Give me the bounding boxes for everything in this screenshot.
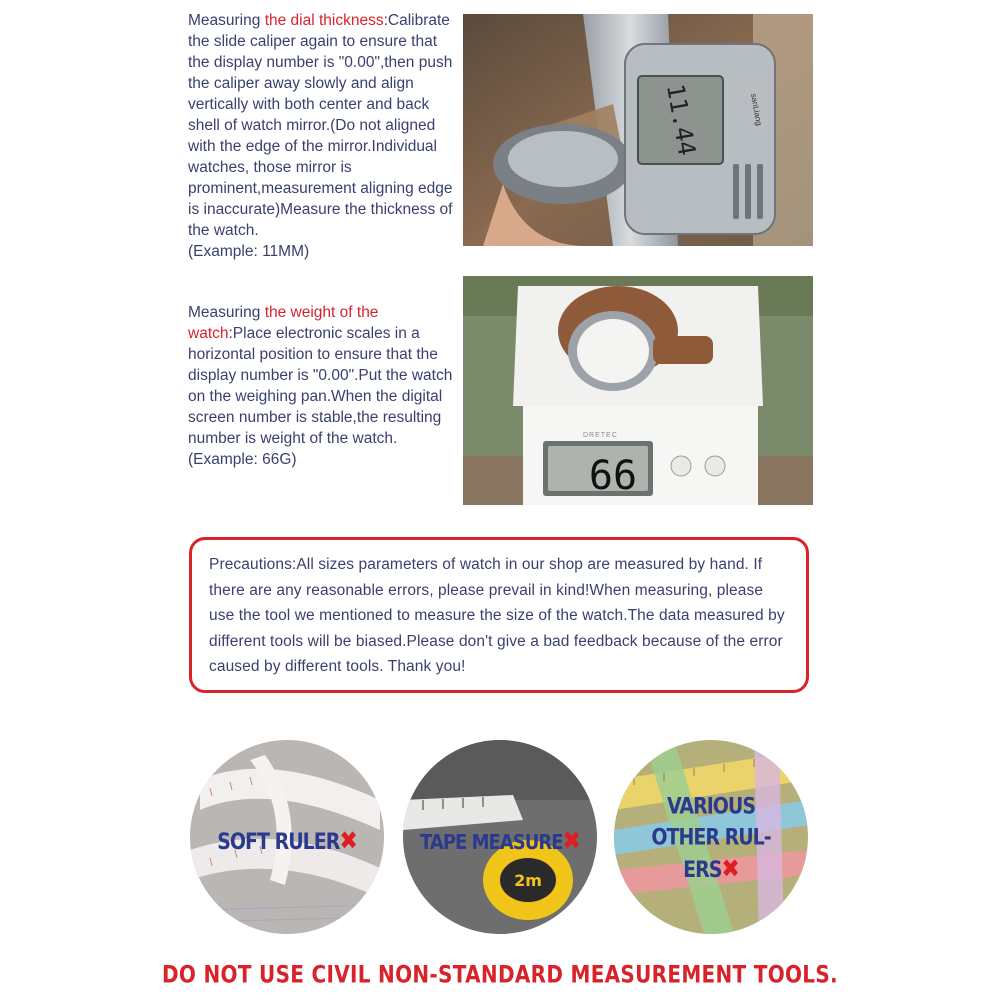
caliper-photo: [463, 14, 813, 246]
various-rulers-circle: [614, 740, 808, 934]
soft-ruler-label: [190, 826, 384, 858]
various-rulers-line-1: VARIOUS: [666, 794, 756, 820]
weight-highlight: the weight of the watch: [188, 304, 379, 342]
thickness-highlight: the dial thickness: [264, 12, 384, 29]
scale-display-value: 66: [588, 453, 638, 499]
dial-thickness-instructions: [188, 10, 456, 262]
tape-measure-label: [403, 826, 597, 858]
non-standard-tools-warning: DO NOT USE CIVIL NON-STANDARD MEASUREMENT TOOLS.: [162, 959, 838, 989]
caliper-brand: sanLiang: [749, 92, 764, 127]
scale-brand: DRETEC: [583, 432, 618, 439]
watch-weight-instructions: [188, 302, 456, 470]
thickness-example: (Example: 11MM): [188, 243, 310, 260]
precautions-notice: Precautions:All sizes parameters of watch in our shop are measured by hand. If there are any reasonable errors, please prevail in kind!When measuring, please use the tool we mentioned to measure the size of the watch.The data measured by different tools will be biased.Please don't give a bad feedback because of the error caused by different tools. Thank you!: [189, 537, 809, 693]
caliper-display-value: 11.44: [660, 81, 702, 158]
tape-sticker-text: 2m: [514, 871, 542, 890]
soft-ruler-text: SOFT RULER: [217, 829, 340, 855]
weight-body: :Place electronic scales in a horizontal position to ensure that the display number is "0.00".Put the watch on the weighing pan.When the digital screen number is stable,the resulting number is weight of the watch.(Example: 66G): [188, 325, 453, 468]
weight-lead: Measuring: [188, 304, 265, 321]
thickness-lead: Measuring: [188, 12, 265, 29]
tape-measure-cross-icon: ✖: [562, 827, 580, 856]
various-rulers-cross-icon: ✖: [721, 855, 739, 884]
various-rulers-line-3: [614, 854, 808, 886]
thickness-body: :Calibrate the slide caliper again to ensure that the display number is "0.00",then push the caliper away slowly and align vertically with both center and back shell of watch mirror.(Do not aligned with the edge of the mirror.Individual watches, those mirror is prominent,measurement aligning edge is inaccurate)Measure the thickness of the watch.: [188, 12, 453, 239]
various-rulers-line-3-text: ERS: [683, 857, 722, 883]
tape-measure-circle: [403, 740, 597, 934]
scale-photo: [463, 276, 813, 505]
various-rulers-label: [614, 792, 808, 886]
soft-ruler-circle: [190, 740, 384, 934]
various-rulers-line-2: OTHER RUL-: [651, 825, 771, 851]
soft-ruler-cross-icon: ✖: [339, 827, 357, 856]
tape-measure-text: TAPE MEASURE: [420, 830, 563, 855]
